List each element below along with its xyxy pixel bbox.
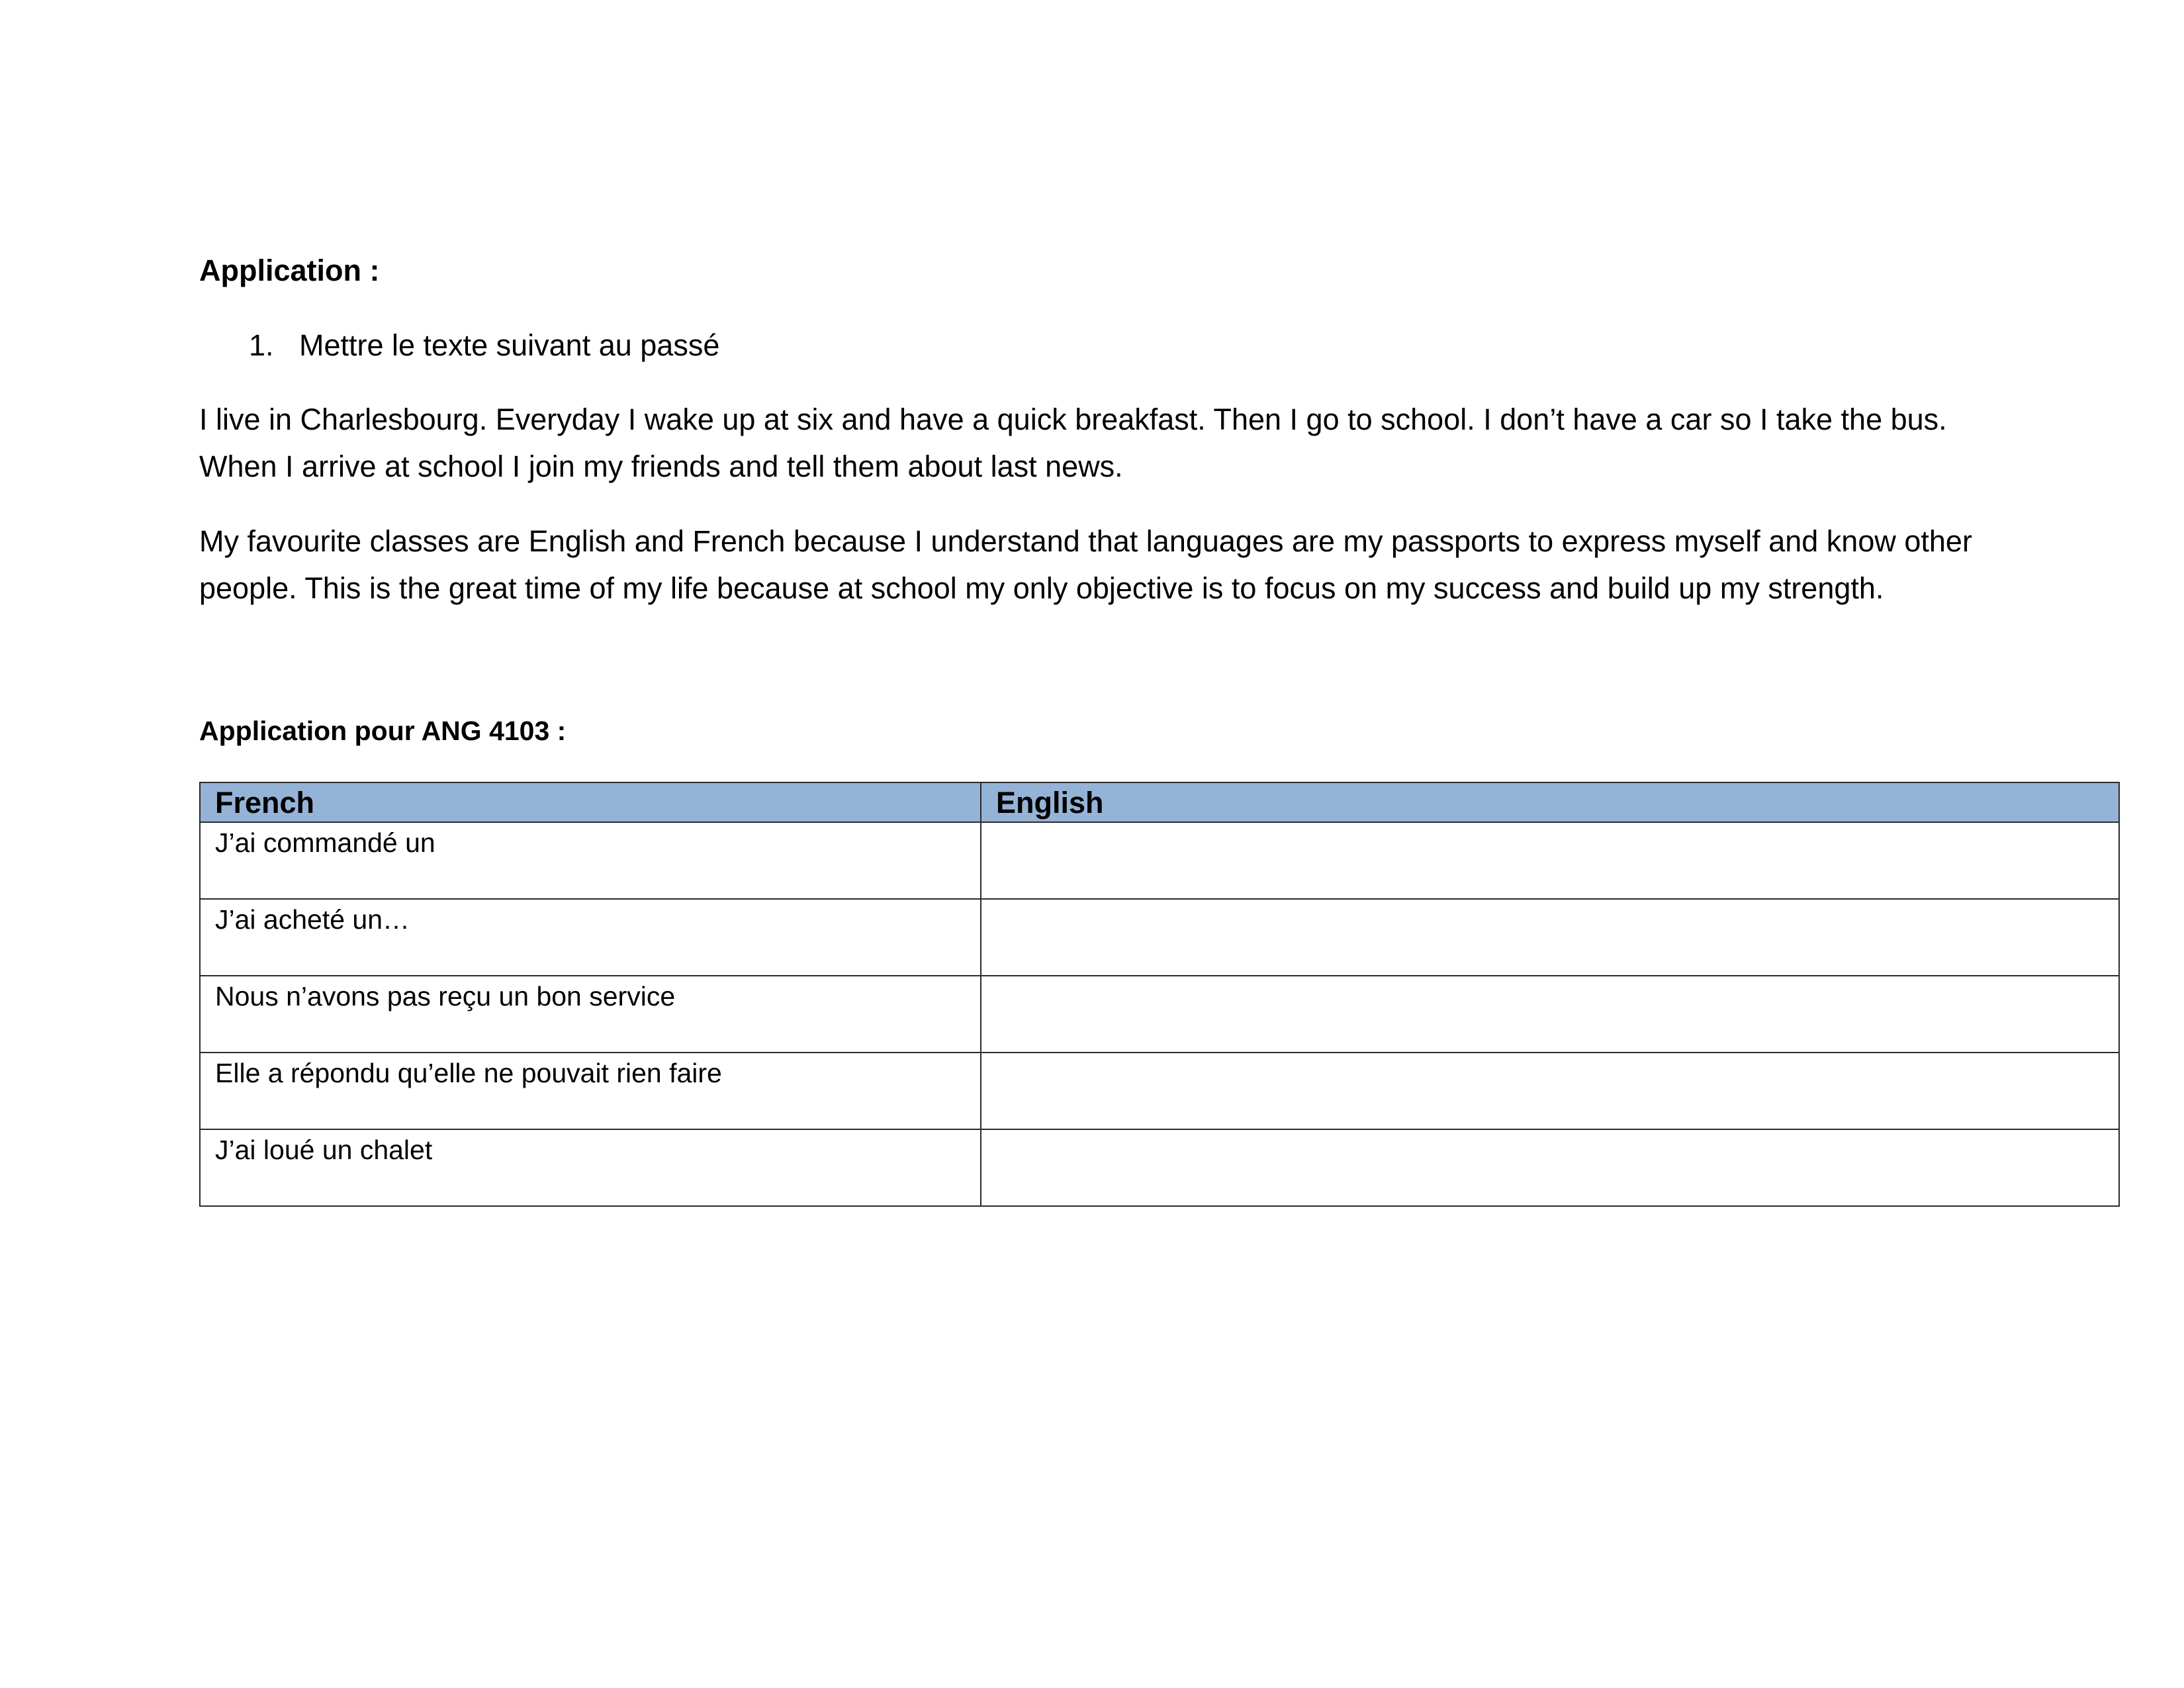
english-cell[interactable] — [981, 976, 2119, 1053]
table-header-row — [200, 782, 2119, 822]
french-cell: J’ai acheté un… — [200, 899, 981, 976]
english-cell[interactable] — [981, 1053, 2119, 1129]
french-cell: J’ai commandé un — [200, 822, 981, 899]
french-cell: J’ai loué un chalet — [200, 1129, 981, 1206]
ang-4103-subheading: Application pour ANG 4103 : — [199, 716, 567, 746]
table-row — [200, 1129, 2119, 1206]
column-header-french: French — [200, 782, 981, 822]
instruction-number: 1. — [249, 328, 274, 362]
french-cell: Elle a répondu qu’elle ne pouvait rien faire — [200, 1053, 981, 1129]
paragraph-1: I live in Charlesbourg. Everyday I wake up at six and have a quick breakfast. Then I go to school. I don’t have a car so I take the bus. When I arrive at school I join my friends and tell them about last news. — [199, 402, 1947, 483]
english-cell[interactable] — [981, 1129, 2119, 1206]
column-header-english: English — [981, 782, 2119, 822]
instruction-item — [249, 327, 719, 364]
english-cell[interactable] — [981, 899, 2119, 976]
french-cell: Nous n’avons pas reçu un bon service — [200, 976, 981, 1053]
english-cell[interactable] — [981, 822, 2119, 899]
translation-table — [199, 782, 2120, 1207]
table-row — [200, 1053, 2119, 1129]
application-heading: Application : — [199, 254, 380, 287]
paragraph-2: My favourite classes are English and French because I understand that languages are my passports to express myself and know other people. This is the great time of my life because at school my only objective is to focus on my success and build up my strength. — [199, 524, 1972, 605]
instruction-text: Mettre le texte suivant au passé — [299, 328, 720, 362]
table-row — [200, 822, 2119, 899]
table-row — [200, 899, 2119, 976]
table-row — [200, 976, 2119, 1053]
